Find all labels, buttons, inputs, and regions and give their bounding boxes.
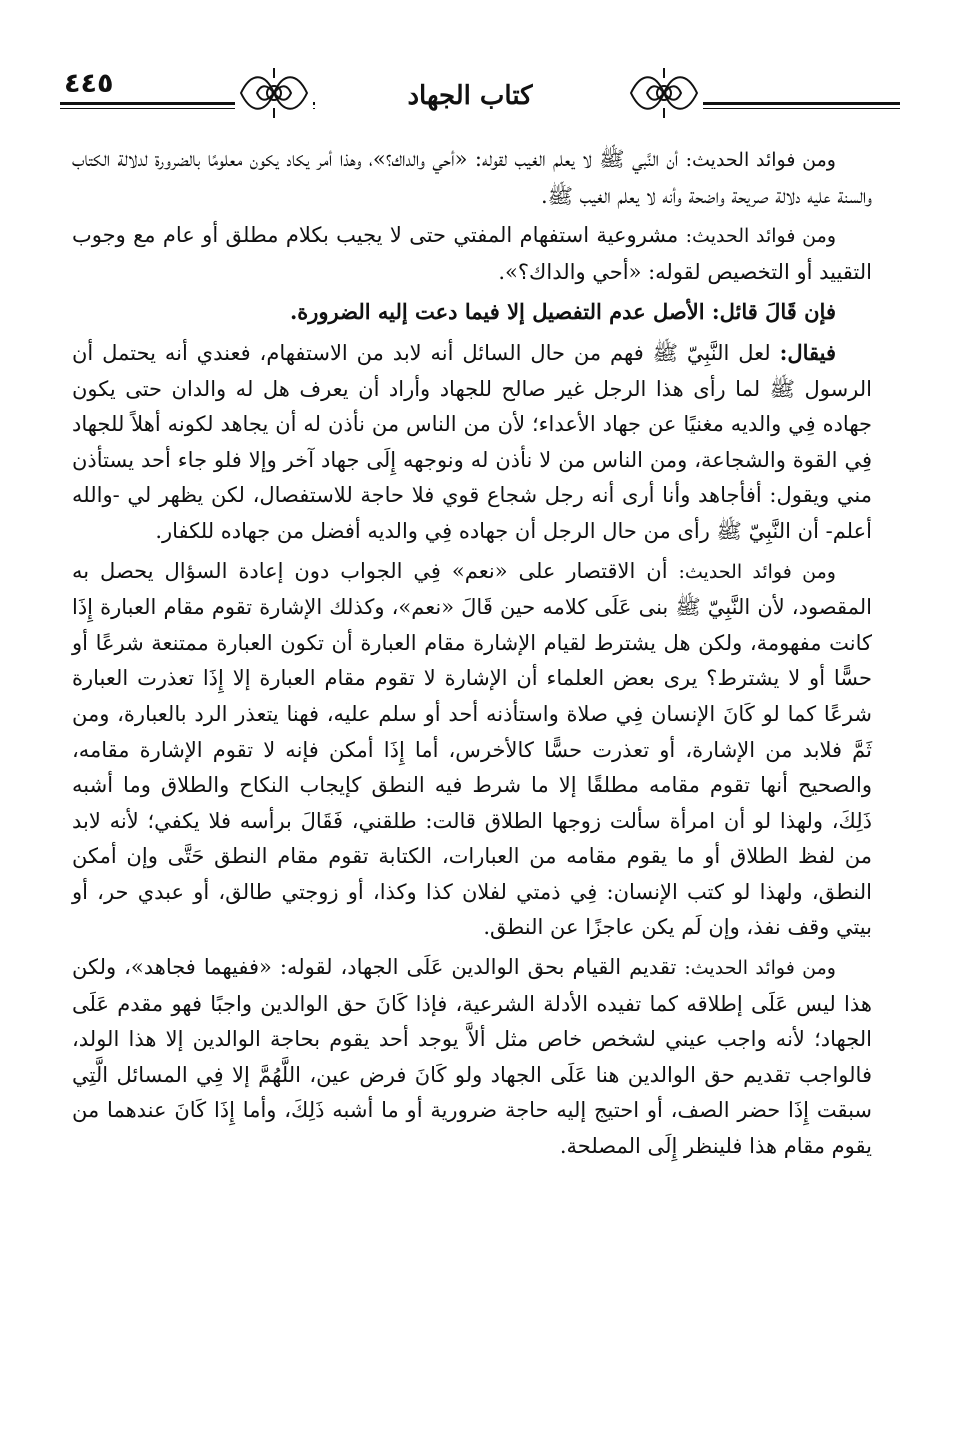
page-number: ٤٤٥ (64, 68, 114, 99)
chapter-title: كتاب الجهاد (407, 81, 533, 111)
paragraph-2 (72, 218, 872, 290)
paragraph-6 (72, 950, 872, 1165)
header-ornament-left-icon (235, 64, 313, 122)
paragraph-text: لعل النَّبِيّ ﷺ فهم من حال السائل أنه لابد من الاستفهام، فعندي أنه يحتمل أن الرسول ﷺ لما رأى هذا الرجل غير صالح للجهاد وأراد أن يعرف هل له والدان حتى يكون جهاده فِي والديه مغنيًا عن جهاد الأعداء؛ لأن من الناس من نأذن له أن يجاهد لكونه أهلاً للجهاد فِي القوة والشجاعة، ومن الناس من لا نأذن له ونوجهه إِلَى جهاد آخر وإلا فلو جاء أحد يستأذن مني ويقول: أفأجاهد وأنا أرى أنه رجل شجاع قوي فلا حاجة للاستفصال، لكن يظهر لي -والله أعلم- أن النَّبِيّ ﷺ رأى من حال الرجل أن جهاده فِي والديه أفضل من جهاده للكفار. (72, 340, 872, 543)
paragraph-text: أن الاقتصار على «نعم» فِي الجواب دون إعادة السؤال يحصل به المقصود، لأن النَّبِيّ ﷺ بنى عَلَى كلامه حين قَالَ «نعم»، وكذلك الإشارة تقوم مقام العبارة إِذَا كانت مفهومة، ولكن هل يشترط لقيام الإشارة مقام العبارة أن تكون العبارة ممتنعة شرعًا أو حسًّا أو لا يشترط؟ يرى بعض العلماء أن الإشارة لا تقوم مقام العبارة إلا إِذَا تعذرت العبارة شرعًا كما لو كَانَ الإنسان فِي صلاة واستأذنه أحد أو سلم عليه، فهنا يتعذر الرد بالعبارة، ومن ثَمَّ فلابد من الإشارة، أو تعذرت حسًّا كالأخرس، أما إِذَا أمكن فإنه لا تقوم الإشارة مقامه، والصحيح أنها تقوم مقامه مطلقًا إلا ما شرط فيه النطق كإيجاب النكاح والطلاق وما أشبه ذَلِكَ، ولهذا لو أن امرأة سألت زوجها الطلاق قالت: طلقني، فَقَالَ برأسه فلا يكفي؛ لأنه لابد من لفظ الطلاق أو ما يقوم مقامه من العبارات، الكتابة تقوم مقام النطق حَتَّى وإن أمكن النطق، ولهذا لو كتب الإنسان: فِي ذمتي لفلان كذا وكذا، أو زوجتي طالق، أو عبدي حر، أو بيتي وقف نفذ، وإن لَم يكن عاجزًا عن النطق. (72, 558, 872, 940)
paragraph-text: الأصل عدم التفصيل إلا فيما دعت إليه الضرورة. (289, 299, 712, 325)
header-ornament-right-icon (625, 64, 703, 122)
paragraph-lead: ومن فوائد الحديث: (685, 149, 836, 171)
paragraph-3 (72, 294, 872, 331)
paragraph-text: مشروعية استفهام المفتي حتى لا يجيب بكلام مطلق أو عام مع وجوب التقييد أو التخصيص لقوله: «أحي والداك؟». (72, 223, 872, 284)
paragraph-text: أن النَّبي ﷺ لا يعلم الغيب لقوله: «أحي والداك؟»، وهذا أمر يكاد يكون معلومًا بالضرورة لدلالة الكتاب والسنة عليه دلالة صريحة واضحة وأنه لا يعلم الغيب ﷺ. (72, 147, 872, 208)
paragraph-lead: فإن قَالَ قائل: (711, 299, 836, 325)
paragraph-5 (72, 554, 872, 947)
paragraph-lead: فيقال: (779, 339, 836, 365)
paragraph-4 (72, 335, 872, 550)
page-header (60, 58, 900, 128)
paragraph-1 (72, 142, 872, 214)
page-body (72, 142, 872, 1165)
chapter-title-box (315, 76, 625, 116)
paragraph-lead: ومن فوائد الحديث: (684, 957, 836, 980)
paragraph-lead: ومن فوائد الحديث: (678, 560, 836, 583)
paragraph-text: تقديم القيام بحق الوالدين عَلَى الجهاد، لقوله: «ففيهما فجاهد»، ولكن هذا ليس عَلَى إطلاقه كما تفيده الأدلة الشرعية، فإذا كَانَ حق الوالدين واجبًا فهو مقدم عَلَى الجهاد؛ لأنه واجب عيني لشخص خاص مثل ألاَّ يوجد أحد يقوم بحاجة الوالدين إلا هذا الولد، فالواجب تقديم حق الوالدين هنا عَلَى الجهاد ولو كَانَ فرض عين، اللَّهُمَّ إلا فِي المسائل الَّتِي سبقت إِذَا حضر الصف، أو احتيج إليه حاجة ضرورية أو ما أشبه ذَلِكَ، وأما إِذَا كَانَ عندهما من يقوم مقام هذا فلينظر إِلَى المصلحة. (72, 955, 872, 1159)
paragraph-lead: ومن فوائد الحديث: (685, 225, 836, 248)
